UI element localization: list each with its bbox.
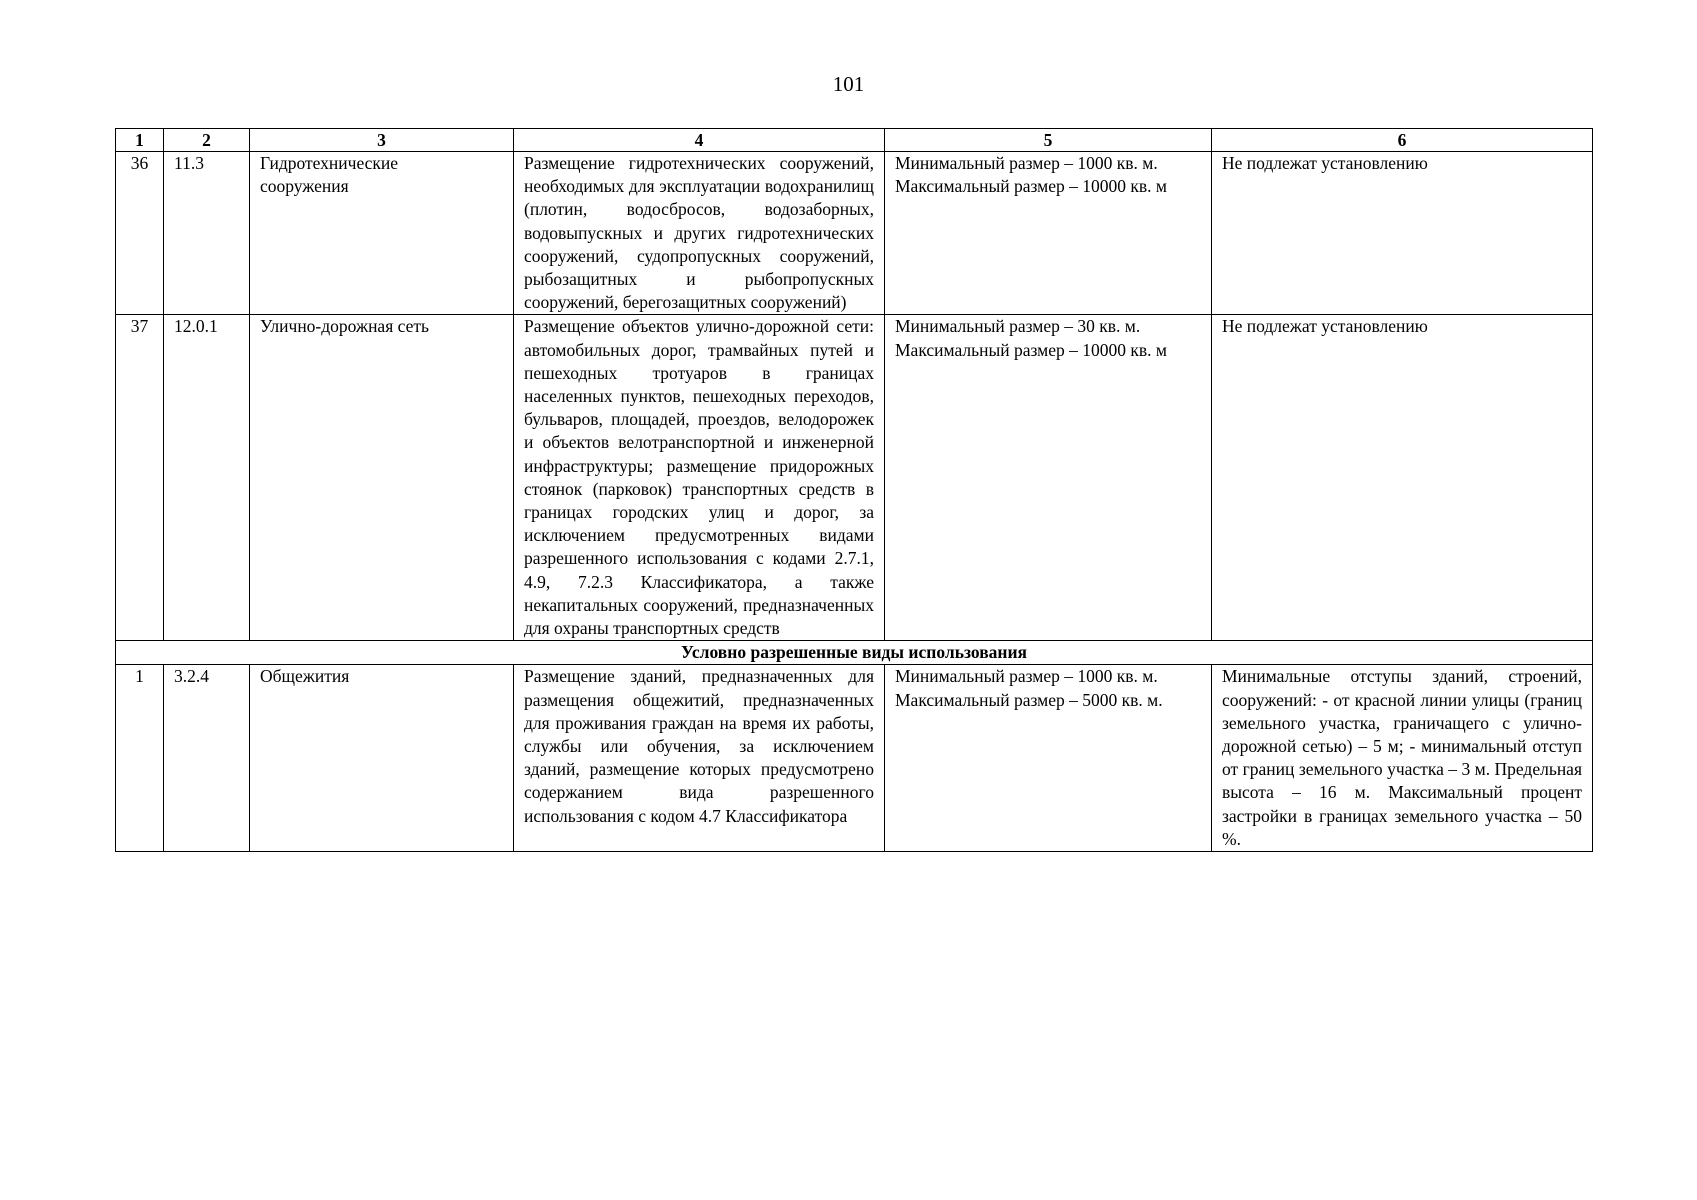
row-name: Общежития [250, 665, 514, 852]
row-description: Размещение объектов улично-дорожной сети: автомобильных дорог, трамвайных путей и пешеходных тротуаров в границах населенных пунктов, пешеходных переходов, бульваров, площадей, проездов, велодорожек и объектов велотранспортной и инженерной инфраструктуры; размещение придорожных стоянок (парковок) транспортных средств в границах городских улиц и дорог, за исключением предусмотренных видами разрешенного использования с кодами 2.7.1, 4.9, 7.2.3 Классификатора, а также некапитальных сооружений, предназначенных для охраны транспортных средств [514, 315, 885, 641]
header-cell: 1 [116, 129, 164, 152]
row-params: Не подлежат установлению [1212, 315, 1593, 641]
row-size: Минимальный размер – 1000 кв. м. Максимальный размер – 10000 кв. м [885, 152, 1212, 315]
row-number: 37 [116, 315, 164, 641]
row-name: Улично-дорожная сеть [250, 315, 514, 641]
row-number: 36 [116, 152, 164, 315]
header-cell: 3 [250, 129, 514, 152]
table-row [116, 152, 1593, 315]
header-cell: 4 [514, 129, 885, 152]
row-code: 12.0.1 [164, 315, 250, 641]
page-number: 101 [832, 72, 865, 96]
row-name: Гидротехнические сооружения [250, 152, 514, 315]
row-code: 3.2.4 [164, 665, 250, 852]
row-size: Минимальный размер – 30 кв. м. Максимальный размер – 10000 кв. м [885, 315, 1212, 641]
row-description: Размещение гидротехнических сооружений, необходимых для эксплуатации водохранилищ (плотин, водосбросов, водозаборных, водовыпускных и других гидротехнических сооружений, судопропускных сооружений, рыбозащитных и рыбопропускных сооружений, берегозащитных сооружений) [514, 152, 885, 315]
row-description: Размещение зданий, предназначенных для размещения общежитий, предназначенных для проживания граждан на время их работы, службы или обучения, за исключением зданий, размещение которых предусмотрено содержанием вида разрешенного использования с кодом 4.7 Классификатора [514, 665, 885, 852]
header-cell: 6 [1212, 129, 1593, 152]
row-number: 1 [116, 665, 164, 852]
table-row [116, 315, 1593, 641]
section-title: Условно разрешенные виды использования [116, 641, 1593, 665]
row-params: Минимальные отступы зданий, строений, сооружений: - от красной линии улицы (границ земельного участка, граничащего с улично-дорожной сетью) – 5 м; - минимальный отступ от границ земельного участка – 3 м. Предельная высота – 16 м. Максимальный процент застройки в границах земельного участка – 50 %. [1212, 665, 1593, 852]
row-size: Минимальный размер – 1000 кв. м. Максимальный размер – 5000 кв. м. [885, 665, 1212, 852]
header-cell: 2 [164, 129, 250, 152]
table-row [116, 665, 1593, 852]
section-row [116, 641, 1593, 665]
zoning-table [115, 128, 1593, 852]
header-cell: 5 [885, 129, 1212, 152]
row-code: 11.3 [164, 152, 250, 315]
row-params: Не подлежат установлению [1212, 152, 1593, 315]
header-row [116, 129, 1593, 152]
